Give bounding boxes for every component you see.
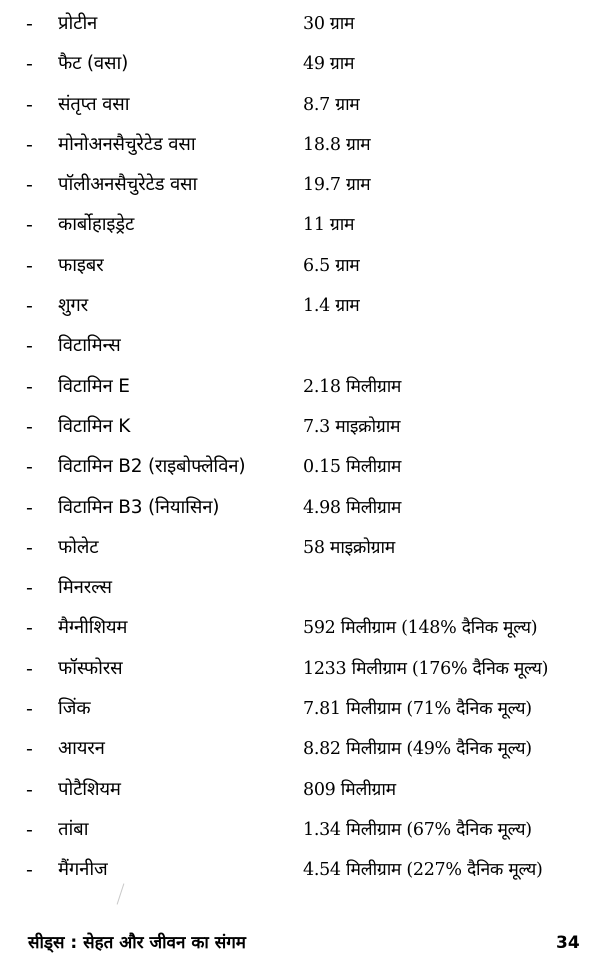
list-bullet: - xyxy=(26,13,33,35)
nutrient-label: विटामिन E xyxy=(58,375,130,397)
nutrient-label: जिंक xyxy=(58,698,91,720)
nutrient-label: कार्बोहाइड्रेट xyxy=(58,214,135,236)
nutrient-value: 8.82 मिलीग्राम (49% दैनिक मूल्य) xyxy=(303,739,532,760)
nutrient-label: तांबा xyxy=(58,818,89,840)
nutrient-value: 49 ग्राम xyxy=(303,54,355,75)
nutrient-value: 2.18 मिलीग्राम xyxy=(303,376,402,397)
nutrient-value: 1233 मिलीग्राम (176% दैनिक मूल्य) xyxy=(303,658,549,679)
nutrient-label: विटामिन B3 (नियासिन) xyxy=(58,496,220,518)
nutrient-label: फॉस्फोरस xyxy=(58,657,123,679)
list-bullet: - xyxy=(26,375,33,398)
nutrient-value: 30 ग्राम xyxy=(303,14,355,34)
list-item xyxy=(0,608,600,648)
nutrient-label: मैंगनीज xyxy=(58,859,108,881)
nutrient-value: 6.5 ग्राम xyxy=(303,255,360,276)
nutrient-label: मोनोअनसैचुरेटेड वसा xyxy=(58,133,196,155)
nutrient-value: 19.7 ग्राम xyxy=(303,175,371,196)
list-item xyxy=(0,246,600,286)
list-bullet: - xyxy=(26,577,33,600)
list-item xyxy=(0,125,600,165)
nutrient-label: पोटैशियम xyxy=(58,778,121,800)
nutrient-value: 4.54 मिलीग्राम (227% दैनिक मूल्य) xyxy=(303,860,543,881)
book-title: सीड्स : सेहत और जीवन का संगम xyxy=(28,933,246,953)
nutrient-value: 4.98 मिलीग्राम xyxy=(303,497,402,518)
nutrient-value: 7.81 मिलीग्राम (71% दैनिक मूल्य) xyxy=(303,699,532,720)
nutrient-label: फाइबर xyxy=(58,254,104,276)
list-bullet: - xyxy=(26,335,33,358)
page-number: 34 xyxy=(556,933,580,953)
list-bullet: - xyxy=(26,536,33,559)
nutrient-value: 1.34 मिलीग्राम (67% दैनिक मूल्य) xyxy=(303,819,532,840)
list-item xyxy=(0,165,600,205)
nutrient-label: आयरन xyxy=(58,738,105,760)
nutrient-value: 58 माइक्रोग्राम xyxy=(303,537,395,558)
nutrient-label: संतृप्त वसा xyxy=(58,93,130,115)
list-item xyxy=(0,407,600,447)
list-bullet: - xyxy=(26,295,33,318)
list-bullet: - xyxy=(26,698,33,721)
nutrient-label: शुगर xyxy=(58,295,88,317)
nutrient-value: 18.8 ग्राम xyxy=(303,134,371,155)
nutrient-value: 7.3 माइक्रोग्राम xyxy=(303,416,401,437)
list-bullet: - xyxy=(26,456,33,479)
nutrient-label: विटामिन K xyxy=(58,415,131,437)
list-bullet: - xyxy=(26,859,33,882)
nutrient-label: विटामिन B2 (राइबोफ्लेविन) xyxy=(58,456,246,478)
list-item xyxy=(0,205,600,245)
list-item xyxy=(0,447,600,487)
list-item xyxy=(0,729,600,769)
nutrient-list xyxy=(0,4,600,891)
list-bullet: - xyxy=(26,818,33,841)
list-bullet: - xyxy=(26,174,33,197)
list-item xyxy=(0,770,600,810)
list-bullet: - xyxy=(26,496,33,519)
list-item xyxy=(0,326,600,366)
nutrient-value: 11 ग्राम xyxy=(303,215,355,236)
list-bullet: - xyxy=(26,778,33,801)
nutrient-label: मैग्नीशियम xyxy=(58,617,128,639)
list-item xyxy=(0,286,600,326)
list-item xyxy=(0,488,600,528)
list-item xyxy=(0,367,600,407)
list-item xyxy=(0,810,600,850)
nutrient-label: फैट (वसा) xyxy=(58,53,129,75)
list-bullet: - xyxy=(26,53,33,76)
page-footer xyxy=(0,928,600,958)
nutrient-value: 1.4 ग्राम xyxy=(303,296,360,317)
list-item xyxy=(0,85,600,125)
list-bullet: - xyxy=(26,657,33,680)
list-item xyxy=(0,850,600,890)
list-item xyxy=(0,528,600,568)
list-bullet: - xyxy=(26,738,33,761)
list-bullet: - xyxy=(26,133,33,156)
nutrient-value: 8.7 ग्राम xyxy=(303,94,360,115)
nutrient-label: पॉलीअनसैचुरेटेड वसा xyxy=(58,174,198,196)
list-bullet: - xyxy=(26,415,33,438)
list-item xyxy=(0,568,600,608)
list-item xyxy=(0,649,600,689)
section-label: विटामिन्स xyxy=(58,335,121,357)
list-item xyxy=(0,44,600,84)
nutrient-label: प्रोटीन xyxy=(58,13,98,34)
nutrient-value: 809 मिलीग्राम xyxy=(303,779,396,800)
list-item xyxy=(0,4,600,44)
list-bullet: - xyxy=(26,93,33,116)
list-bullet: - xyxy=(26,214,33,237)
nutrient-value: 0.15 मिलीग्राम xyxy=(303,457,402,478)
nutrient-label: फोलेट xyxy=(58,536,99,558)
list-bullet: - xyxy=(26,254,33,277)
nutrient-value: 592 मिलीग्राम (148% दैनिक मूल्य) xyxy=(303,618,538,639)
list-bullet: - xyxy=(26,617,33,640)
section-label: मिनरल्स xyxy=(58,577,112,599)
list-item xyxy=(0,689,600,729)
